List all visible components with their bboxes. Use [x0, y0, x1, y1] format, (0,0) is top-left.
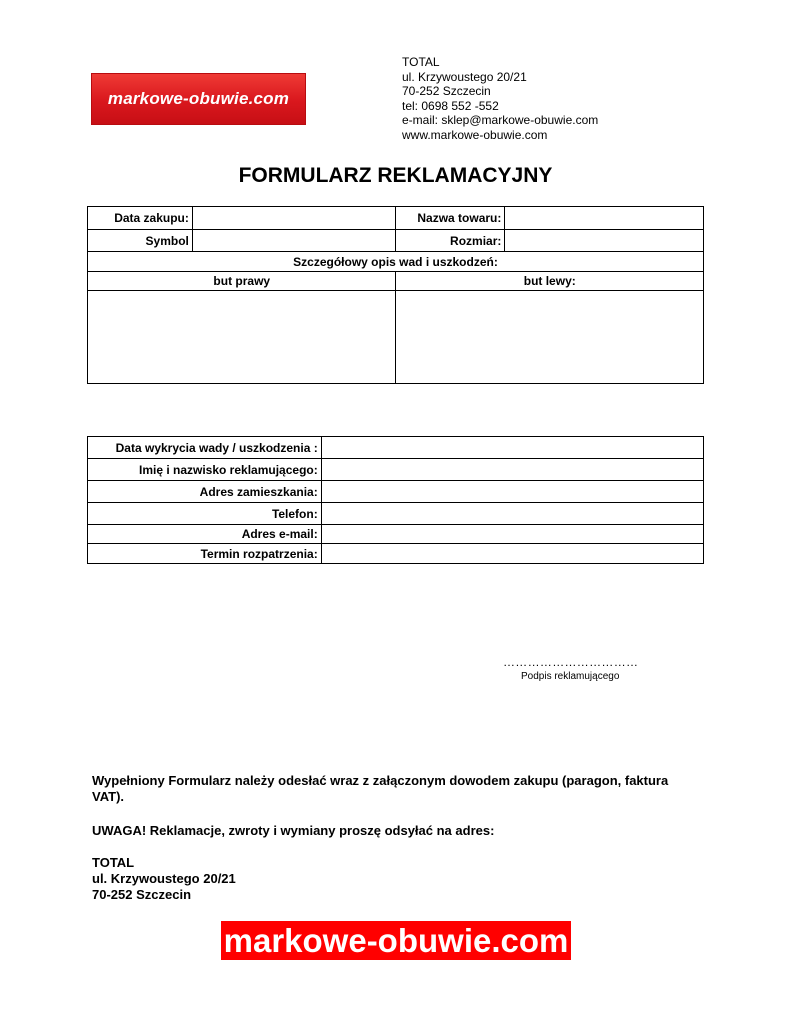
- defect-detection-date-label: Data wykrycia wady / uszkodzenia :: [88, 437, 322, 459]
- size-field[interactable]: [505, 230, 704, 252]
- purchase-date-field[interactable]: [192, 207, 396, 230]
- table-row: [88, 207, 704, 230]
- phone-field[interactable]: [321, 503, 703, 525]
- review-deadline-label: Termin rozpatrzenia:: [88, 544, 322, 564]
- product-info-table: [87, 206, 704, 384]
- symbol-field[interactable]: [192, 230, 396, 252]
- product-name-label: Nazwa towaru:: [396, 207, 505, 230]
- instruction-text: Wypełniony Formularz należy odesłać wraz z załączonym dowodem zakupu (paragon, faktura VAT).: [92, 773, 669, 804]
- purchase-date-label: Data zakupu:: [88, 207, 193, 230]
- table-row: [88, 252, 704, 272]
- company-city: 70-252 Szczecin: [402, 84, 491, 99]
- company-email: e-mail: sklep@markowe-obuwie.com: [402, 113, 599, 128]
- defect-detection-date-field[interactable]: [321, 437, 703, 459]
- footer-brand-banner: markowe-obuwie.com: [221, 921, 571, 960]
- left-shoe-description-field[interactable]: [396, 291, 704, 384]
- return-address-block: [92, 855, 236, 903]
- defects-header: Szczegółowy opis wad i uszkodzeń:: [88, 252, 704, 272]
- logo-text: markowe-obuwie.com: [107, 89, 290, 108]
- company-phone: tel: 0698 552 -552: [402, 98, 499, 113]
- home-address-field[interactable]: [321, 481, 703, 503]
- return-address-name: TOTAL: [92, 855, 135, 870]
- warning-text: UWAGA! Reklamacje, zwroty i wymiany proszę odsyłać na adres:: [92, 823, 495, 838]
- table-row: [88, 459, 704, 481]
- company-street: ul. Krzywoustego 20/21: [402, 69, 527, 84]
- table-row: [88, 525, 704, 544]
- table-row: [88, 503, 704, 525]
- right-shoe-description-field[interactable]: [88, 291, 396, 384]
- complainant-name-field[interactable]: [321, 459, 703, 481]
- left-shoe-label: but lewy:: [396, 272, 704, 291]
- home-address-label: Adres zamieszkania:: [88, 481, 322, 503]
- complainant-name-label: Imię i nazwisko reklamującego:: [88, 459, 322, 481]
- right-shoe-label: but prawy: [88, 272, 396, 291]
- table-row: [88, 481, 704, 503]
- form-title: FORMULARZ REKLAMACYJNY: [238, 164, 553, 187]
- table-row: [88, 291, 704, 384]
- complainant-info-table: [87, 436, 704, 564]
- table-row: [88, 230, 704, 252]
- company-address-block: [402, 55, 598, 143]
- product-name-field[interactable]: [505, 207, 704, 230]
- size-label: Rozmiar:: [396, 230, 505, 252]
- email-field[interactable]: [321, 525, 703, 544]
- brand-logo: [91, 73, 306, 125]
- table-row: [88, 437, 704, 459]
- phone-label: Telefon:: [88, 503, 322, 525]
- table-row: [88, 272, 704, 291]
- review-deadline-field[interactable]: [321, 544, 703, 564]
- email-label: Adres e-mail:: [88, 525, 322, 544]
- signature-label: Podpis reklamującego: [521, 671, 620, 682]
- signature-line: ……………………………: [503, 655, 639, 669]
- company-website: www.markowe-obuwie.com: [402, 127, 548, 142]
- table-row: [88, 544, 704, 564]
- return-address-city: 70-252 Szczecin: [92, 887, 192, 902]
- return-address-street: ul. Krzywoustego 20/21: [92, 871, 236, 886]
- symbol-label: Symbol: [88, 230, 193, 252]
- company-name: TOTAL: [402, 55, 440, 69]
